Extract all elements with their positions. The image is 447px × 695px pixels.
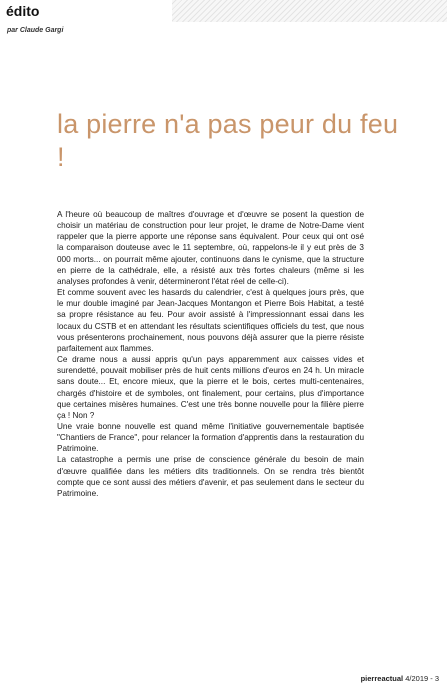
magazine-name: pierreactual [360, 674, 404, 683]
article-title: la pierre n'a pas peur du feu ! [57, 109, 399, 172]
paragraph: Ce drame nous a aussi appris qu'un pays apparemment aux caisses vides et surendetté, pouvait mobiliser près de huit cents millions d'euros en 24 h. Un miracle sans doute... Et, encore mieux, que la pierre et le bois, certes multi-centenaires, chargés d'histoire et de symboles, ont finalement, pour certains, plus d'importance que certaines misères humaines. C'est une très bonne nouvelle pour la filière pierre ça ! Non ? [57, 355, 364, 420]
paragraph: A l'heure où beaucoup de maîtres d'ouvrage et d'œuvre se posent la question de choisir un matériau de construction pour leur projet, le drame de Notre-Dame vient rappeler que la pierre apporte une réponse sans équivalent. Pour ceux qui ont osé la comparaison douteuse avec le 11 septembre, où, rappelons-le il y eut près de 3 000 morts... on pourrait même ajouter, continuons dans le cynisme, que la structure en pierre de la cathédrale, elle, a résisté aux très fortes chaleurs (même si les analyses profondes à venir, détermineront l'état réel de celle-ci). [57, 210, 364, 286]
paragraph: Une vraie bonne nouvelle est quand même l'initiative gouvernementale baptisée "Chantiers de France", pour relancer la formation d'apprentis dans la restauration du Patrimoine. [57, 421, 364, 454]
byline: par Claude Gargi [7, 27, 64, 34]
article-body [57, 209, 364, 499]
paragraph: Et comme souvent avec les hasards du calendrier, c'est à quelques jours près, que le mur double imaginé par Jean-Jacques Montangon et Pierre Bois Habitat, a testé sa propre résistance au feu. Pour avoir assisté à l'impressionnant essai dans les locaux du CSTB et en attendant les résultats scientifiques officiels du test, que nous vous présenterons prochainement, nous pouvons déjà assurer que la pierre résiste parfaitement aux flammes. [57, 288, 364, 353]
section-label: édito [0, 0, 172, 22]
page-footer [361, 674, 439, 683]
issue-page: 4/2019 - 3 [405, 674, 439, 683]
paragraph: La catastrophe a permis une prise de conscience générale du besoin de main d'œuvre qualifiée dans les métiers dits traditionnels. On se rendra très bientôt compte que ce sont aussi des métiers d'avenir, et pas seulement dans le secteur du Patrimoine. [57, 455, 364, 498]
